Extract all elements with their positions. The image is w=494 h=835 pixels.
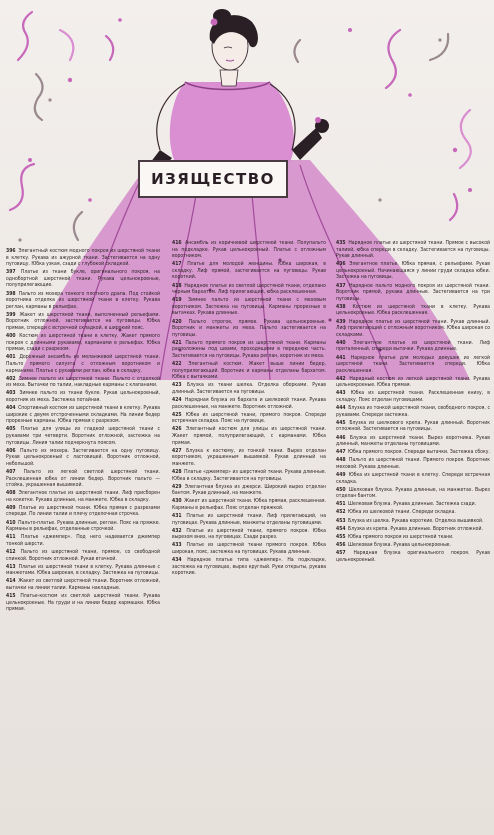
catalog-entry	[336, 472, 490, 485]
catalog-entry	[336, 501, 490, 508]
entry-number: 401	[6, 354, 16, 361]
entry-text: Зимнее пальто из шерстяной ткани с меховым воротником. Застежка на пуговицы. Карманы прорезные в вытачках. Рукава длинные.	[172, 297, 326, 317]
catalog-entry	[172, 498, 326, 511]
catalog-entry	[336, 240, 490, 260]
entry-number: 442	[336, 375, 346, 382]
entry-text: Элегантный костюм для улицы из шерстяной ткани. Жакет прямой, полуприлегающий, с карманами. Юбка прямая.	[172, 426, 326, 446]
entry-text: Зимнее пальто из ткани букле. Рукав цельнокроеный, воротник из меха. Застежка потайная.	[6, 390, 160, 403]
entry-number: 446	[336, 434, 346, 441]
entry-number: 408	[6, 490, 16, 497]
entry-number: 397	[6, 269, 16, 276]
entry-text: Платье из ткани букле, оригинального покроя, на однобортной шерстяной ткани. Рукава цельнокроеные, полуприлегающие.	[6, 269, 160, 289]
page-title: ИЗЯЩЕСТВО	[151, 170, 275, 188]
entry-text: Пальто из легкой светлой шерстяной ткани. Расклешенная юбка от линии бедер. Воротник пальто — стойка, украшенная вышивкой.	[6, 468, 160, 489]
entry-number: 441	[336, 354, 346, 361]
entry-number: 404	[6, 405, 16, 412]
entry-number: 430	[172, 498, 182, 505]
entry-text: Нарядное пальто модного покроя из шерстяной ткани. Воротник прямой, рукава длинные. Застегивается на три пуговицы.	[336, 282, 490, 302]
entry-number: 422	[172, 361, 182, 368]
catalog-entry	[336, 283, 490, 303]
entry-number: 447	[336, 449, 346, 456]
entry-text: Нарядное платье из светлой шерстяной ткани, отделано черным бархатом. Лиф прилегающий, юбка расклешенная.	[172, 282, 326, 296]
entry-text: Зимнее пальто из шерстяной ткани. Пальто с отделкой из меха. Вытачки по талии, накладные карманы с клапанами.	[6, 375, 160, 389]
entry-number: 420	[172, 318, 182, 325]
entry-number: 444	[336, 405, 346, 412]
entry-number: 429	[172, 483, 182, 490]
entry-number: 423	[172, 382, 182, 389]
entry-number: 405	[6, 426, 16, 433]
entry-text: Элегантное платье из шерстяной ткани. Лиф приталенный, спереди вытачки. Рукава длинные.	[336, 339, 490, 353]
catalog-entry	[6, 534, 160, 547]
entry-number: 451	[336, 501, 346, 508]
catalog-entry	[172, 448, 326, 468]
entry-text: Пальто строгое, прямое. Рукава цельнокроеные. Воротник и манжеты из меха. Пальто застегивается на пуговицы.	[172, 318, 326, 338]
catalog-entry	[336, 355, 490, 375]
catalog-entry	[6, 405, 160, 425]
entry-text: Нарядная блузка из бархата и шелковой ткани. Рукава расклешенные, на манжете. Воротник отложной.	[172, 397, 326, 410]
entry-text: Костюм из шерстяной ткани в клетку. Рукава цельнокроеные. Юбка расклешенная.	[336, 303, 490, 317]
entry-text: Блузка из крепа. Рукава длинные. Воротник отложной.	[348, 525, 483, 532]
entry-text: Блузка из шелкового крепа. Рукав длинный. Воротник отложной. Застегивается на пуговицы.	[336, 419, 490, 433]
catalog-entry	[172, 542, 326, 555]
entry-text: Костюм из шерстяной ткани в клетку. Жакет прямого покроя с длинными рукавами, карманами в рельефах. Юбка прямая, сзади с разрезом.	[6, 333, 160, 353]
entry-text: Платье из шерстяной ткани. Юбка прямая с разрезами спереди. По линии талии и плечу отделочная строчка.	[6, 504, 160, 518]
entry-text: Блузка из шелка. Рукава короткие. Отделка вышивкой.	[348, 517, 484, 524]
catalog-entry	[6, 354, 160, 374]
entry-text: Платье из шерстяной ткани в клетку. Рукава длинные с манжетами. Юбка широкая, в складку. Застежка на пуговицы.	[6, 563, 160, 577]
entry-number: 457	[336, 549, 346, 556]
entry-number: 448	[336, 457, 346, 464]
catalog-entry	[336, 390, 490, 403]
catalog-entry	[336, 518, 490, 525]
entry-text: Жакет из шерстяной ткани, выполненный рельефами. Воротник отложной, застегивается на пуговицы. Юбка прямая, спереди с встречной складкой, в широкий пояс.	[6, 311, 160, 332]
entry-number: 454	[336, 525, 346, 532]
catalog-entry	[6, 333, 160, 353]
entry-number: 449	[336, 472, 346, 478]
entry-text: Пальто из мохера. Застегивается на одну пуговицу. Рукав цельнокроеный с ластовицей. Воротник отложной, небольшой.	[6, 447, 160, 467]
entry-number: 426	[172, 426, 182, 433]
text-column-3	[336, 240, 490, 820]
entry-text: Жакет из светлой шерстяной ткани. Воротник отложной, вытачки на линии талии. Карманы накладные.	[6, 578, 160, 591]
entry-number: 431	[172, 513, 182, 520]
catalog-entry	[172, 283, 326, 296]
entry-number: 409	[6, 504, 16, 511]
entry-number: 403	[6, 390, 16, 397]
entry-text: Пальто из мохера тонкого плотного драпа. Под стойкой воротника отделка из шерстяной ткани в клетку. Рукава реглан, карманы в рельефах.	[6, 290, 160, 310]
entry-number: 437	[336, 282, 346, 289]
entry-text: Элегантная блузка из джерси. Широкий вырез отделан бантом. Рукав длинный, на манжете.	[172, 483, 326, 497]
entry-text: Ансамбль из коричневой шерстяной ткани. Полупальто на подкладке. Рукав цельнокроеный. Платье с отложным воротником.	[172, 240, 326, 260]
entry-text: Нарядное платье из шерстяной ткани. Прямое с высокой талией, юбка спереди в складку. Застегивается на пуговицы. Рукав длинный.	[336, 240, 490, 260]
catalog-entry	[6, 469, 160, 489]
entry-text: Пальто из шерстяной ткани, прямое, со свободной спинкой. Воротник отложной. Рукав втачной.	[6, 548, 160, 562]
catalog-entry	[336, 526, 490, 533]
entry-text: Нарядное платье для молодых девушек из легкой шерстяной ткани. Застегивается спереди. Юбка расклешенная.	[336, 354, 490, 374]
catalog-entry	[6, 390, 160, 403]
catalog-entry	[6, 578, 160, 591]
entry-text: Дорожный ансамбль из меланжевой шерстяной ткани. Пальто прямого силуэта с отложным воротником и карманами. Платье с рукавами реглан, юбка в складку.	[6, 354, 160, 374]
entry-text: Пальто прямого покроя из шерстяной ткани. Карманы расположены под швами, проходящими в переднюю часть. Застегивается на пуговицы. Рукава реглан, воротник из меха.	[172, 339, 326, 359]
entry-number: 434	[172, 557, 182, 564]
entry-text: Спортивный костюм из шерстяной ткани в клетку. Рукава широкие с двумя отстроченными складками. На линии бедер прорезные карманы. Юбка прямая с разрезом.	[6, 405, 160, 425]
catalog-entry	[172, 412, 326, 425]
entry-text: Элегантное платье. Юбка прямая, с рельефами. Рукав цельнокроеный. Начинающаяся у линии груди складка юбки. Застежка на пуговицы.	[336, 261, 490, 281]
entry-number: 424	[172, 397, 182, 404]
catalog-entry	[336, 457, 490, 470]
entry-number: 418	[172, 282, 182, 289]
entry-number: 410	[6, 519, 16, 526]
entry-text: Платье «джемпер». Под него надевается джемпер тонкой шерсти.	[6, 534, 160, 547]
entry-text: Блузка из тонкой шерстяной ткани, свободного покроя, с рукавами. Спереди застежка.	[336, 405, 490, 418]
catalog-entry	[172, 513, 326, 526]
entry-text: Юбка из шерстяной ткани, прямого покроя. Спереди встречная складка. Пояс на пуговице.	[172, 411, 326, 425]
entry-text: Пальто из шерстяной ткани. Прямого покроя. Воротник меховой. Рукава длинные.	[336, 457, 490, 470]
catalog-entry	[336, 449, 490, 456]
catalog-entry	[6, 549, 160, 562]
entry-number: 445	[336, 419, 346, 426]
entry-text: Блузка из шерстяной ткани. Вырез воротника. Рукав длинный, манжеты отделаны пуговицами.	[336, 434, 490, 448]
entry-number: 412	[6, 548, 16, 555]
catalog-entry	[172, 484, 326, 497]
catalog-entry	[172, 297, 326, 317]
entry-text: Элегантный костюм. Жакет выше линии бедер, полуприлегающий. Воротник и карманы отделаны бархатом. Юбка с вытачками.	[172, 361, 326, 381]
text-column-2	[172, 240, 326, 820]
entry-text: Нарядное платье из шерстяной ткани. Рукав длинный. Лиф прилегающий с отложным воротником. Юбка широкая со складками.	[336, 318, 490, 338]
catalog-entry	[172, 397, 326, 410]
entry-text: Нарядная блузка оригинального покроя. Рукав цельнокроеный.	[336, 549, 490, 563]
entry-number: 396	[6, 248, 16, 254]
catalog-entry	[172, 426, 326, 446]
catalog-text	[6, 240, 490, 830]
entry-number: 417	[172, 261, 182, 268]
catalog-entry	[336, 340, 490, 353]
entry-number: 413	[6, 563, 16, 570]
catalog-entry	[172, 261, 326, 281]
catalog-entry	[6, 520, 160, 533]
entry-text: Жакет из шерстяной ткани. Юбка прямая, расклешенная. Карманы в рельефах. Пояс отделан пряжкой.	[172, 498, 326, 511]
entry-number: 455	[336, 533, 346, 540]
catalog-entry	[336, 304, 490, 317]
entry-text: Юбка прямого покроя. Спереди вытачки. Застежка сбоку.	[348, 449, 490, 456]
entry-number: 456	[336, 541, 346, 548]
catalog-entry	[6, 248, 160, 268]
entry-number: 440	[336, 339, 346, 346]
catalog-entry	[172, 382, 326, 395]
entry-text: Юбка прямого покроя из шерстяной ткани.	[348, 533, 454, 540]
entry-text: Нарядный костюм из легкой шерстяной ткани. Рукава цельнокроеные. Юбка прямая.	[336, 375, 490, 389]
catalog-entry	[6, 564, 160, 577]
entry-text: Платье для молодой женщины. Юбка широкая, в складку. Лиф прямой, застегивается на пуговицы. Рукав короткий.	[172, 261, 326, 281]
entry-number: 411	[6, 534, 16, 541]
catalog-entry	[6, 291, 160, 311]
entry-number: 399	[6, 311, 16, 318]
catalog-entry	[6, 312, 160, 332]
entry-number: 443	[336, 390, 346, 397]
entry-text: Блузка из ткани шелка. Отделка оборками. Рукав длинный. Застегивается на пуговицы.	[172, 382, 326, 395]
entry-number: 438	[336, 303, 346, 310]
entry-number: 425	[172, 411, 182, 418]
entry-number: 432	[172, 527, 182, 534]
entry-number: 414	[6, 578, 16, 585]
entry-number: 416	[172, 240, 182, 246]
entry-text: Платье из шерстяной ткани, прямого покроя. Юбка вырезом вниз, на пуговицах. Сзади разрез.	[172, 527, 326, 541]
entry-number: 402	[6, 375, 16, 382]
entry-number: 450	[336, 486, 346, 493]
entry-number: 439	[336, 318, 346, 325]
entry-text: Платье «джемпер» из шерстяной ткани. Рукава длинные. Юбка в складку. Застегивается на пуговицы.	[172, 469, 326, 482]
catalog-entry	[6, 376, 160, 389]
entry-number: 436	[336, 261, 346, 268]
catalog-entry	[172, 361, 326, 381]
entry-number: 415	[6, 593, 16, 599]
entry-number: 398	[6, 290, 16, 297]
catalog-entry	[336, 550, 490, 563]
entry-text: Шелковая блузка. Рукава длинные, на манжетах. Вырез отделан бантом.	[336, 486, 490, 500]
entry-number: 427	[172, 447, 182, 454]
catalog-entry	[172, 469, 326, 482]
entry-text: Юбка из шерстяной ткани. Расклешенная книзу, в складку. Пояс отделан пуговицами.	[336, 390, 490, 404]
catalog-entry	[6, 269, 160, 289]
text-column-1	[6, 248, 160, 822]
catalog-entry	[336, 261, 490, 281]
entry-number: 400	[6, 333, 16, 340]
catalog-entry	[172, 340, 326, 360]
catalog-entry	[336, 487, 490, 500]
entry-number: 421	[172, 339, 182, 346]
entry-number: 435	[336, 240, 346, 246]
catalog-entry	[336, 319, 490, 339]
title-banner	[138, 160, 288, 198]
entry-text: Платье для улицы из гладкой шерстяной ткани с рукавами три четверти. Воротник отложной, застежка на пуговицы. Линия талии подчеркнута поясом.	[6, 426, 160, 446]
catalog-entry	[336, 534, 490, 541]
entry-number: 453	[336, 517, 346, 524]
entry-text: Шелковая блузка. Рукава цельнокроеные.	[348, 541, 451, 548]
catalog-entry	[6, 505, 160, 518]
catalog-entry	[6, 490, 160, 503]
catalog-entry	[6, 593, 160, 613]
entry-text: Юбка из шелковой ткани. Спереди складка.	[348, 509, 456, 516]
entry-text: Платье из шерстяной ткани прямого покроя. Юбка широкая, пояс, застежка на пуговицах. Рукава длинные.	[172, 542, 326, 556]
entry-number: 452	[336, 509, 346, 516]
entry-number: 407	[6, 468, 16, 475]
catalog-entry	[172, 240, 326, 260]
entry-text: Блузка к костюму, из тонкой ткани. Вырез отделан воротником, украшенным вышивкой. Рукав длинный на манжете.	[172, 447, 326, 467]
catalog-entry	[336, 435, 490, 448]
catalog-entry	[172, 528, 326, 541]
entry-text: Нарядное платье типа «джемпер». На подкладке, застежка на пуговицах, вырез круглый. Руки открыты, рукава короткие.	[172, 557, 326, 577]
entry-text: Платье из шерстяной ткани. Лиф прилегающий, на пуговицах. Рукава длинные, манжеты отделаны пуговицами.	[172, 513, 326, 526]
entry-text: Пальто-платье. Рукава длинные, реглан. Пояс на пряжке. Карманы в рельефах, отделанные строчкой.	[6, 519, 160, 533]
entry-text: Платье-костюм из светлой шерстяной ткани. Рукава цельнокроеные. На груди и на линии бедер кармашки. Юбка прямая.	[6, 593, 160, 613]
entry-number: 428	[172, 469, 182, 475]
entry-number: 433	[172, 542, 182, 549]
entry-text: Шелковая блузка. Рукава длинные. Застежка сзади.	[348, 501, 477, 508]
entry-number: 419	[172, 297, 182, 304]
catalog-entry	[336, 509, 490, 516]
entry-number: 406	[6, 447, 16, 454]
catalog-entry	[6, 448, 160, 468]
catalog-entry	[336, 542, 490, 549]
catalog-entry	[336, 420, 490, 433]
entry-text: Элегантное платье из шерстяной ткани. Лиф присборен на кокетке. Рукава длинные, на манжете. Юбка в складку.	[6, 490, 160, 503]
catalog-entry	[336, 405, 490, 418]
catalog-entry	[172, 557, 326, 577]
entry-text: Элегантный костюм модного покроя из шерстяной ткани в клетку. Рукава из ажурной ткани. Застегивается на одну пуговицу. Юбка узкая, сзади с глубокой складкой.	[6, 248, 160, 268]
entry-text: Юбка из шерстяной ткани в клетку. Спереди встречная складка.	[336, 472, 490, 485]
catalog-entry	[6, 426, 160, 446]
catalog-entry	[336, 376, 490, 389]
catalog-entry	[172, 319, 326, 339]
